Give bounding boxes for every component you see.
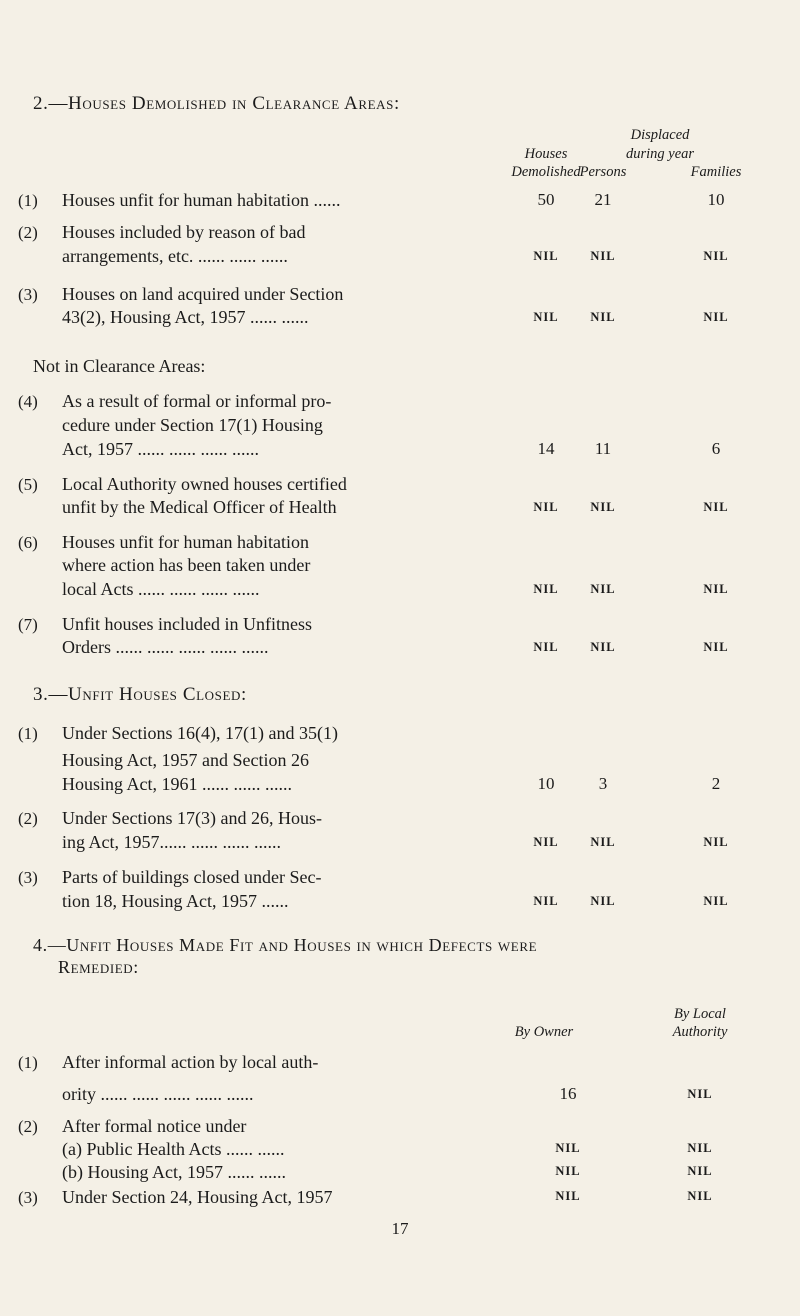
section-4-heading: 4.—Unfit Houses Made Fit and Houses in which Defects were xyxy=(33,935,538,955)
persons-value: NIL xyxy=(590,894,616,908)
families-value: NIL xyxy=(703,582,729,596)
item-text: After informal action by local auth- xyxy=(62,1052,319,1072)
item-text: Houses unfit for human habitation xyxy=(62,532,309,552)
section-2-heading: 2.—Houses Demolished in Clearance Areas: xyxy=(33,93,400,114)
local-authority-value: NIL xyxy=(687,1087,713,1101)
houses-value: NIL xyxy=(533,310,559,324)
families-value: NIL xyxy=(703,640,729,654)
item-number: (2) xyxy=(18,809,38,828)
owner-value: NIL xyxy=(555,1141,581,1155)
col-houses-line1: Houses xyxy=(524,146,568,162)
section-3-heading: 3.—Unfit Houses Closed: xyxy=(33,684,247,705)
item-text: Housing Act, 1961 ...... ...... ...... xyxy=(62,774,293,794)
col-by-local-line2: Authority xyxy=(672,1024,728,1040)
item-text: tion 18, Housing Act, 1957 ...... xyxy=(62,891,289,911)
families-value: 6 xyxy=(711,439,721,458)
persons-value: NIL xyxy=(590,500,616,514)
families-value: NIL xyxy=(703,835,729,849)
subheading: Not in Clearance Areas: xyxy=(33,356,206,376)
item-number: (2) xyxy=(18,1117,38,1136)
sub-item-text: (a) Public Health Acts ...... ...... xyxy=(62,1139,285,1159)
houses-value: NIL xyxy=(533,894,559,908)
item-text: Unfit houses included in Unfitness xyxy=(62,614,312,634)
families-value: NIL xyxy=(703,310,729,324)
item-number: (1) xyxy=(18,191,38,210)
persons-value: NIL xyxy=(590,582,616,596)
col-houses-line2: Demolished xyxy=(511,164,581,180)
item-number: (7) xyxy=(18,615,38,634)
item-text: arrangements, etc. ...... ...... ...... xyxy=(62,246,288,266)
item-number: (2) xyxy=(18,223,38,242)
persons-value: NIL xyxy=(590,835,616,849)
col-families: Families xyxy=(690,164,742,180)
item-text: Houses unfit for human habitation ...... xyxy=(62,190,341,210)
houses-value: 50 xyxy=(537,190,555,209)
item-text: Houses on land acquired under Section xyxy=(62,284,344,304)
families-value: NIL xyxy=(703,894,729,908)
houses-value: NIL xyxy=(533,249,559,263)
houses-value: NIL xyxy=(533,582,559,596)
houses-value: 10 xyxy=(537,774,555,793)
families-value: NIL xyxy=(703,249,729,263)
col-displaced-line1: Displaced xyxy=(630,127,690,143)
houses-value: NIL xyxy=(533,500,559,514)
item-text: Under Sections 17(3) and 26, Hous- xyxy=(62,808,322,828)
houses-value: NIL xyxy=(533,640,559,654)
persons-value: 3 xyxy=(598,774,608,793)
families-value: 2 xyxy=(711,774,721,793)
item-text: Local Authority owned houses certified xyxy=(62,474,347,494)
item-text: local Acts ...... ...... ...... ...... xyxy=(62,579,260,599)
item-number: (3) xyxy=(18,1188,38,1207)
page-number: 17 xyxy=(391,1219,409,1238)
local-authority-value: NIL xyxy=(687,1141,713,1155)
col-persons: Persons xyxy=(579,164,627,180)
local-authority-value: NIL xyxy=(687,1164,713,1178)
item-number: (6) xyxy=(18,533,38,552)
item-text: As a result of formal or informal pro- xyxy=(62,391,332,411)
item-text: unfit by the Medical Officer of Health xyxy=(62,497,337,517)
item-text: Houses included by reason of bad xyxy=(62,222,306,242)
owner-value: NIL xyxy=(555,1189,581,1203)
persons-value: NIL xyxy=(590,310,616,324)
persons-value: 11 xyxy=(594,439,612,458)
item-text: Orders ...... ...... ...... ...... ...... xyxy=(62,637,269,657)
houses-value: NIL xyxy=(533,835,559,849)
item-text: Under Sections 16(4), 17(1) and 35(1) xyxy=(62,723,338,743)
col-by-owner: By Owner xyxy=(514,1024,574,1040)
families-value: 10 xyxy=(707,190,725,209)
item-number: (3) xyxy=(18,868,38,887)
item-text: cedure under Section 17(1) Housing xyxy=(62,415,323,435)
col-displaced-line2: during year xyxy=(625,146,695,162)
item-number: (4) xyxy=(18,392,38,411)
item-text: ority ...... ...... ...... ...... ...... xyxy=(62,1084,254,1104)
houses-value: 14 xyxy=(537,439,555,458)
item-text: Housing Act, 1957 and Section 26 xyxy=(62,750,309,770)
owner-value: NIL xyxy=(555,1164,581,1178)
item-text: ing Act, 1957...... ...... ...... ...... xyxy=(62,832,281,852)
item-text: Under Section 24, Housing Act, 1957 xyxy=(62,1187,333,1207)
families-value: NIL xyxy=(703,500,729,514)
item-text: Parts of buildings closed under Sec- xyxy=(62,867,322,887)
sub-item-text: (b) Housing Act, 1957 ...... ...... xyxy=(62,1162,286,1182)
item-number: (5) xyxy=(18,475,38,494)
item-text: Act, 1957 ...... ...... ...... ...... xyxy=(62,439,259,459)
item-text: where action has been taken under xyxy=(62,555,311,575)
section-4-heading-cont: Remedied: xyxy=(58,957,139,977)
col-by-local-line1: By Local xyxy=(674,1006,726,1022)
item-number: (3) xyxy=(18,285,38,304)
owner-value: 16 xyxy=(559,1084,577,1103)
local-authority-value: NIL xyxy=(687,1189,713,1203)
item-text: After formal notice under xyxy=(62,1116,247,1136)
persons-value: NIL xyxy=(590,249,616,263)
persons-value: NIL xyxy=(590,640,616,654)
item-number: (1) xyxy=(18,724,38,743)
item-text: 43(2), Housing Act, 1957 ...... ...... xyxy=(62,307,309,327)
persons-value: 21 xyxy=(594,190,612,209)
item-number: (1) xyxy=(18,1053,38,1072)
